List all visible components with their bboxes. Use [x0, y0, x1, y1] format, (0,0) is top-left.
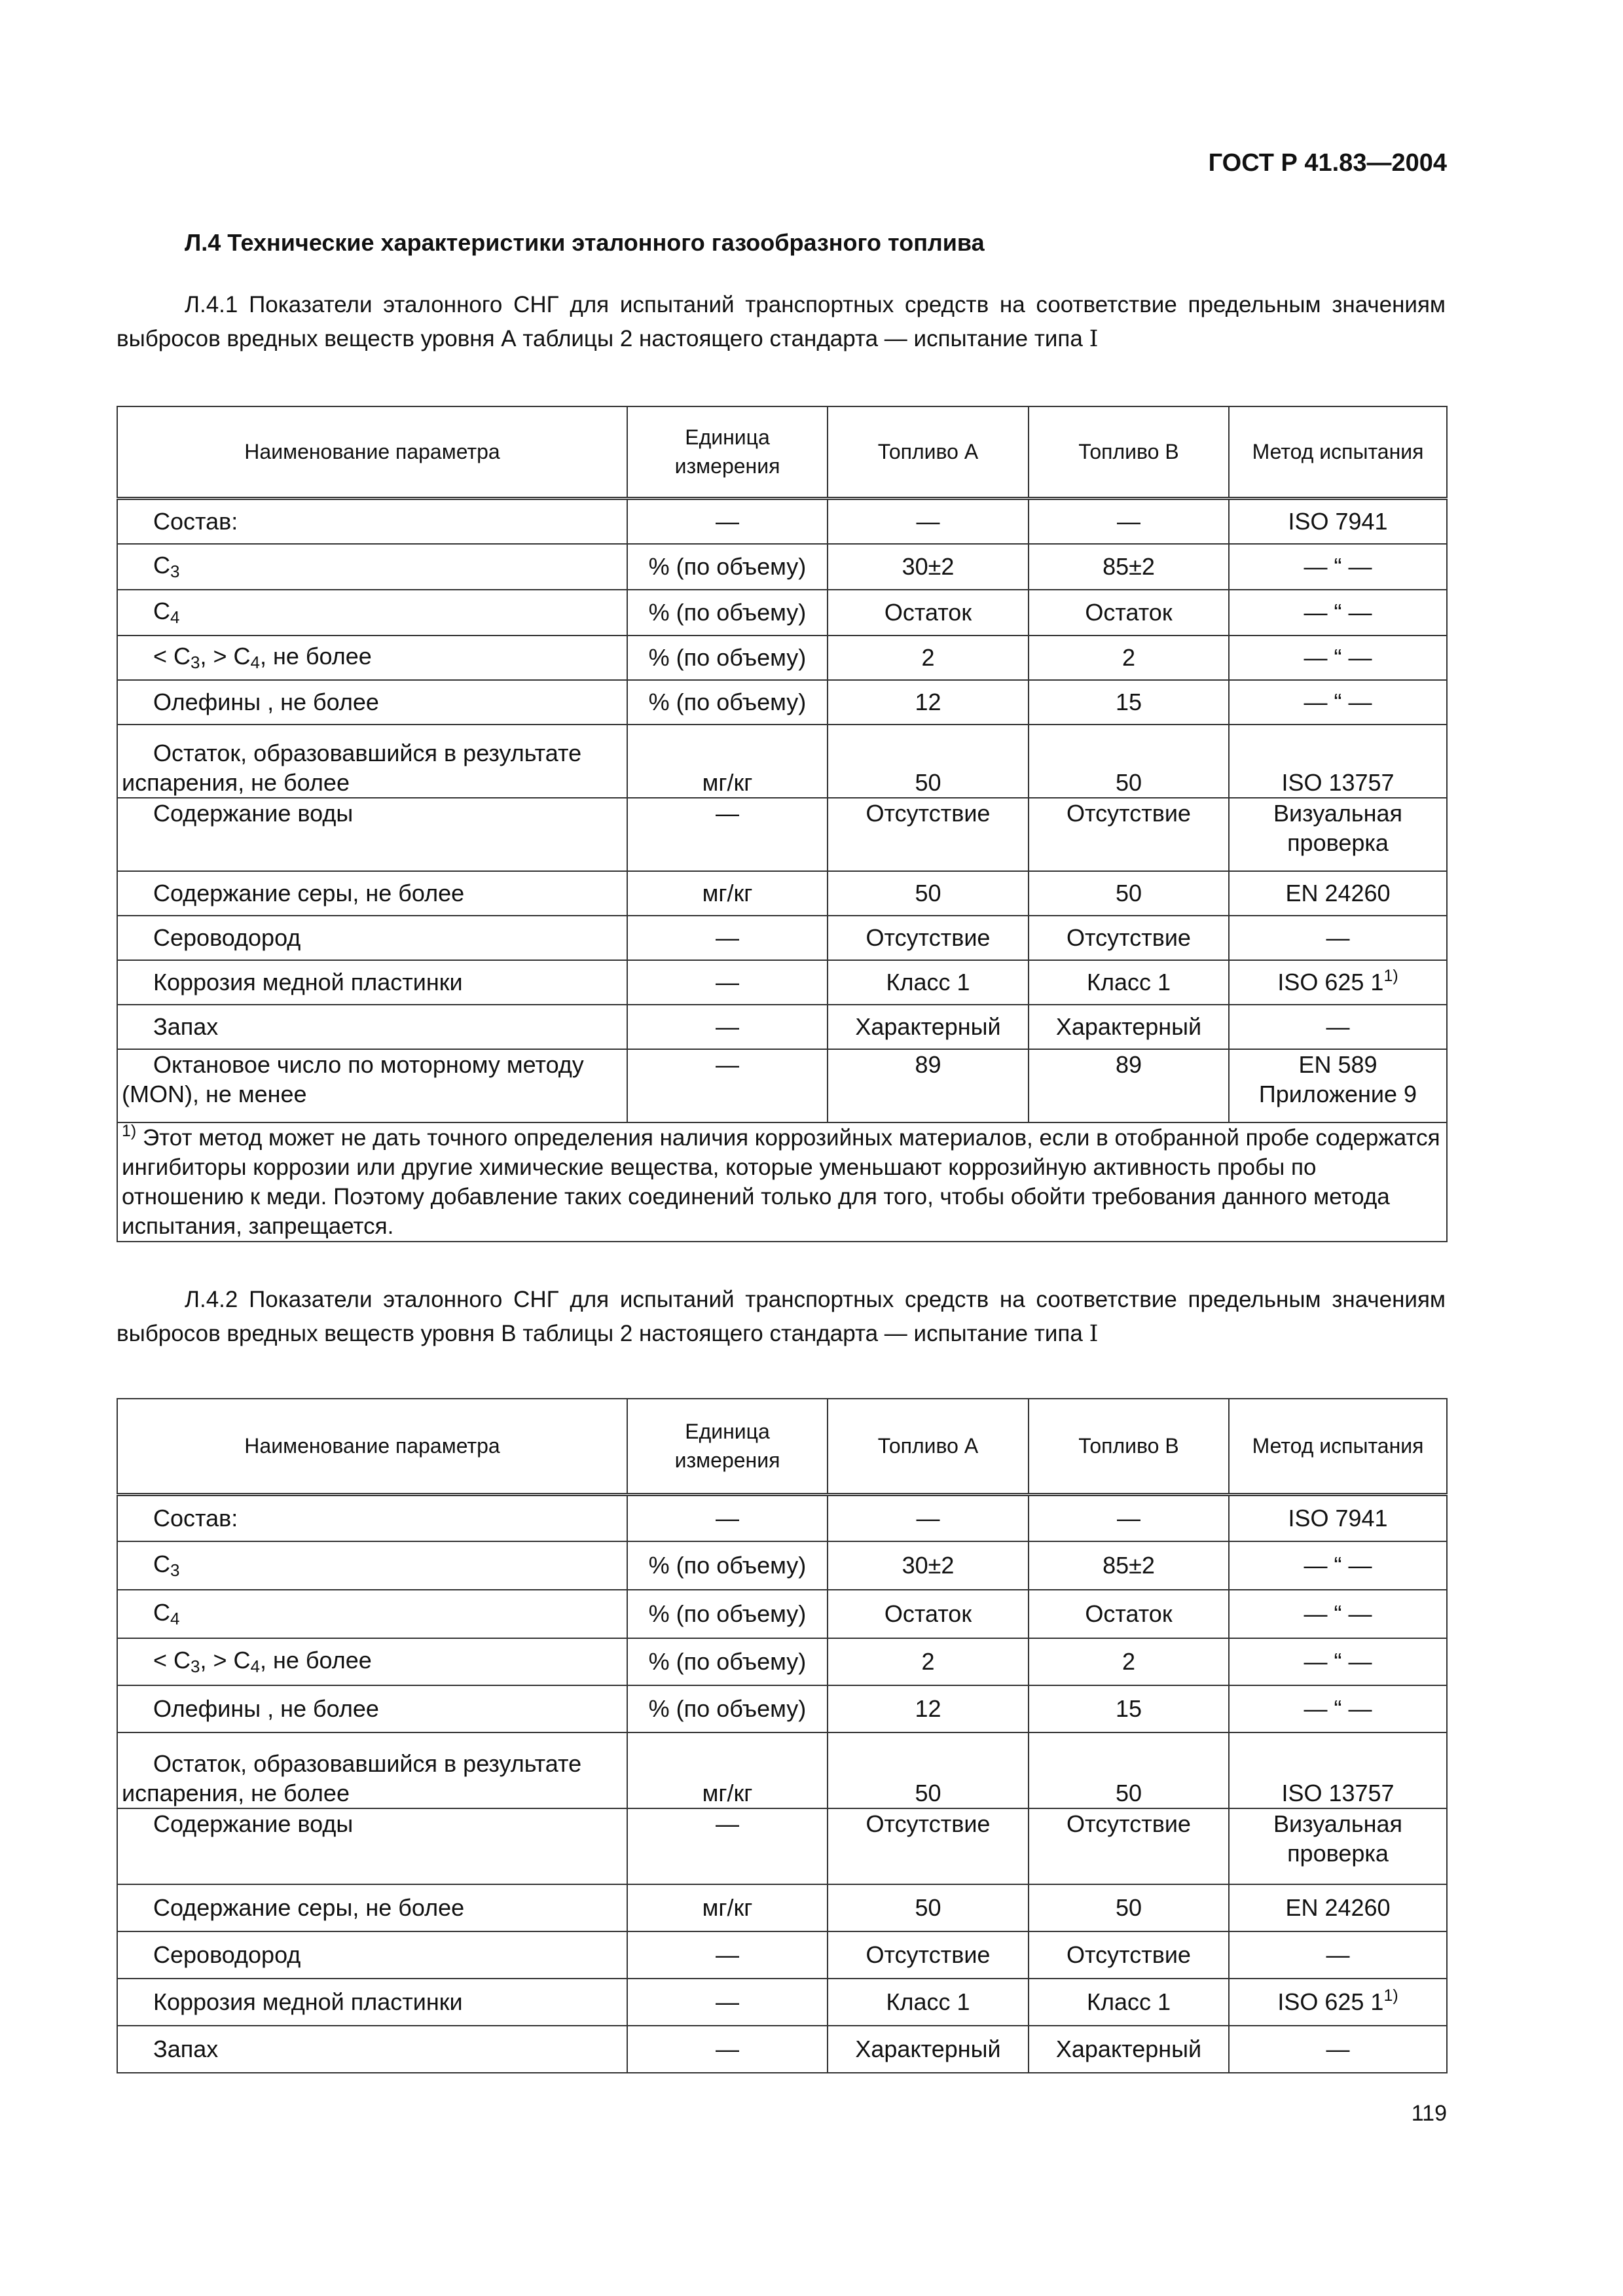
table-row — [117, 590, 1447, 636]
cell-method: Приложение 9 — [1258, 1080, 1417, 1107]
cell-fuel-a: Отсутствие — [828, 1931, 1029, 1979]
cell-method: ISO 7941 — [1229, 498, 1447, 544]
cell-param: испарения, не более — [122, 1780, 350, 1806]
paragraph-roman: I — [1089, 1321, 1099, 1347]
cell-fuel-b: Класс 1 — [1029, 960, 1229, 1005]
cell-fuel-a: Характерный — [828, 2026, 1029, 2073]
section-title: Л.4 Технические характеристики эталонного газообразного топлива — [185, 229, 985, 256]
header-fuel-a: Топливо А — [828, 406, 1029, 498]
footnote-mark: 1) — [122, 1121, 137, 1140]
subscript: 4 — [250, 652, 260, 672]
cell-fuel-b: 85±2 — [1029, 1541, 1229, 1590]
cell-fuel-b: Класс 1 — [1029, 1979, 1229, 2026]
cell-unit: — — [627, 960, 828, 1005]
table-row — [117, 725, 1447, 798]
cell-fuel-b: Отсутствие — [1029, 798, 1229, 871]
cell-unit: — — [627, 1979, 828, 2026]
cell-fuel-b: 2 — [1029, 1638, 1229, 1685]
cell-param: < C — [153, 1647, 191, 1674]
table-row — [117, 1590, 1447, 1638]
header-method: Метод испытания — [1229, 406, 1447, 498]
table-row — [117, 1005, 1447, 1049]
cell-fuel-a: Класс 1 — [828, 960, 1029, 1005]
cell-fuel-b: 15 — [1029, 1685, 1229, 1732]
cell-fuel-b: 2 — [1029, 636, 1229, 680]
cell-fuel-a: Характерный — [828, 1005, 1029, 1049]
cell-param: Сероводород — [153, 924, 301, 951]
cell-fuel-b: 50 — [1029, 725, 1229, 798]
subscript: 3 — [170, 1560, 180, 1580]
table-row — [117, 916, 1447, 960]
cell-method: ISO 13757 — [1229, 725, 1447, 798]
header-param: Наименование параметра — [117, 1399, 627, 1494]
cell-param: Сероводород — [153, 1941, 301, 1968]
cell-method: ISO 625 1 — [1277, 1988, 1384, 2015]
cell-param: C — [153, 597, 170, 624]
cell-param: , не более — [260, 642, 372, 670]
table-header-row — [117, 406, 1447, 498]
table-row — [117, 636, 1447, 680]
cell-fuel-b: — — [1029, 498, 1229, 544]
cell-fuel-a: 2 — [828, 636, 1029, 680]
cell-fuel-b: Отсутствие — [1029, 1931, 1229, 1979]
cell-method: — “ — — [1229, 636, 1447, 680]
standard-number: ГОСТ Р 41.83—2004 — [1208, 149, 1447, 177]
cell-fuel-b: 89 — [1029, 1049, 1229, 1122]
table-row — [117, 1685, 1447, 1732]
cell-unit: — — [627, 1005, 828, 1049]
cell-param: , > C — [200, 642, 251, 670]
cell-fuel-b: Остаток — [1029, 1590, 1229, 1638]
cell-fuel-a: Отсутствие — [828, 916, 1029, 960]
cell-unit: — — [627, 498, 828, 544]
table-row — [117, 1049, 1447, 1122]
cell-param: Олефины , не более — [153, 1695, 379, 1722]
cell-method: — — [1229, 1931, 1447, 1979]
cell-fuel-b: 15 — [1029, 680, 1229, 725]
subscript: 4 — [170, 607, 180, 627]
cell-unit: % (по объему) — [627, 1638, 828, 1685]
cell-method: — — [1229, 1005, 1447, 1049]
cell-param: Запах — [153, 2036, 219, 2062]
table-row — [117, 1638, 1447, 1685]
footnote-row — [117, 1122, 1447, 1242]
cell-fuel-b: 50 — [1029, 1884, 1229, 1931]
cell-unit: % (по объему) — [627, 1541, 828, 1590]
cell-unit: — — [627, 1931, 828, 1979]
cell-fuel-a: 50 — [828, 1884, 1029, 1931]
footnote-ref: 1) — [1383, 966, 1398, 985]
cell-fuel-a: 50 — [828, 871, 1029, 916]
table-row — [117, 1979, 1447, 2026]
cell-param: Коррозия медной пластинки — [153, 1988, 463, 2015]
cell-param: Содержание серы, не более — [153, 879, 465, 906]
header-fuel-a: Топливо А — [828, 1399, 1029, 1494]
cell-method: — “ — — [1229, 590, 1447, 636]
cell-method: EN 24260 — [1229, 871, 1447, 916]
cell-unit: — — [627, 1808, 828, 1884]
header-method: Метод испытания — [1229, 1399, 1447, 1494]
table-row — [117, 1732, 1447, 1808]
cell-method: ISO 7941 — [1229, 1494, 1447, 1541]
cell-unit: мг/кг — [627, 871, 828, 916]
cell-param: Октановое число по моторному методу — [153, 1050, 584, 1078]
cell-param: , не более — [260, 1647, 372, 1674]
cell-fuel-a: Остаток — [828, 590, 1029, 636]
table-row — [117, 2026, 1447, 2073]
header-unit: Единица измерения — [627, 1399, 828, 1494]
cell-method: — “ — — [1229, 544, 1447, 590]
table-row — [117, 871, 1447, 916]
subscript: 3 — [170, 561, 180, 581]
footnote-ref: 1) — [1383, 1986, 1398, 2005]
cell-fuel-a: 12 — [828, 1685, 1029, 1732]
cell-unit: % (по объему) — [627, 680, 828, 725]
table-row — [117, 1541, 1447, 1590]
cell-fuel-a: Класс 1 — [828, 1979, 1029, 2026]
cell-unit: мг/кг — [627, 1732, 828, 1808]
cell-param: Содержание серы, не более — [153, 1894, 465, 1921]
cell-fuel-b: 50 — [1029, 871, 1229, 916]
cell-unit: мг/кг — [627, 725, 828, 798]
cell-fuel-a: 50 — [828, 1732, 1029, 1808]
footnote-text: Этот метод может не дать точного определения наличия коррозийных материалов, если в отобранной пробе содержатся ингибиторы коррозии или другие химические вещества, которые уменьшают коррозийную активность пробы по отношению к меди. Поэтому добавление таких соединений только для того, чтобы обойти требования данного метода испытания, запрещается. — [122, 1124, 1440, 1239]
cell-method: — — [1229, 2026, 1447, 2073]
cell-param: Содержание воды — [153, 1810, 354, 1837]
page-number: 119 — [1411, 2101, 1447, 2126]
cell-param: Остаток, образовавшийся в результате — [153, 739, 582, 766]
cell-fuel-a: 2 — [828, 1638, 1029, 1685]
cell-fuel-b: — — [1029, 1494, 1229, 1541]
cell-method: Визуальная проверка — [1229, 1808, 1447, 1884]
cell-param: C — [153, 1599, 170, 1626]
cell-param: Олефины , не более — [153, 688, 379, 715]
cell-method: EN 24260 — [1229, 1884, 1447, 1931]
cell-fuel-a: — — [828, 498, 1029, 544]
cell-param: C — [153, 1551, 170, 1577]
cell-param: , > C — [200, 1647, 251, 1674]
cell-fuel-a: Отсутствие — [828, 798, 1029, 871]
header-fuel-b: Топливо В — [1029, 406, 1229, 498]
cell-method: — “ — — [1229, 1541, 1447, 1590]
table-row — [117, 1808, 1447, 1884]
cell-unit: мг/кг — [627, 1884, 828, 1931]
table-row — [117, 1494, 1447, 1541]
cell-param: Коррозия медной пластинки — [153, 968, 463, 996]
cell-fuel-a: Остаток — [828, 1590, 1029, 1638]
cell-unit: — — [627, 1494, 828, 1541]
cell-method: — “ — — [1229, 1638, 1447, 1685]
cell-fuel-a: — — [828, 1494, 1029, 1541]
cell-method: ISO 13757 — [1229, 1732, 1447, 1808]
cell-unit: — — [627, 798, 828, 871]
cell-param: Остаток, образовавшийся в результате — [153, 1750, 582, 1777]
cell-method: EN 589 — [1298, 1050, 1377, 1078]
cell-param: < C — [153, 642, 191, 670]
cell-method: — “ — — [1229, 1590, 1447, 1638]
cell-fuel-a: 30±2 — [828, 544, 1029, 590]
cell-fuel-b: Характерный — [1029, 2026, 1229, 2073]
cell-param: C — [153, 551, 170, 579]
cell-unit: % (по объему) — [627, 544, 828, 590]
header-fuel-b: Топливо В — [1029, 1399, 1229, 1494]
paragraph-l42 — [117, 1283, 1446, 1351]
cell-unit: — — [627, 1049, 828, 1122]
table-row — [117, 498, 1447, 544]
cell-param: (MON), не менее — [122, 1080, 307, 1107]
subscript: 3 — [191, 1657, 200, 1676]
table-row — [117, 798, 1447, 871]
table-row — [117, 1931, 1447, 1979]
cell-fuel-b: Отсутствие — [1029, 916, 1229, 960]
cell-fuel-b: 85±2 — [1029, 544, 1229, 590]
cell-method: — — [1229, 916, 1447, 960]
subscript: 4 — [250, 1657, 260, 1676]
cell-fuel-a: 89 — [828, 1049, 1029, 1122]
cell-unit: % (по объему) — [627, 1590, 828, 1638]
cell-unit: % (по объему) — [627, 636, 828, 680]
subscript: 3 — [191, 652, 200, 672]
subscript: 4 — [170, 1609, 180, 1628]
cell-fuel-a: 30±2 — [828, 1541, 1029, 1590]
table-row — [117, 960, 1447, 1005]
cell-fuel-a: 12 — [828, 680, 1029, 725]
cell-param: Запах — [153, 1013, 219, 1040]
cell-unit: % (по объему) — [627, 1685, 828, 1732]
header-unit: Единица измерения — [627, 406, 828, 498]
table-header-row — [117, 1399, 1447, 1494]
cell-method: ISO 625 1 — [1277, 968, 1384, 996]
fuel-table-level-b — [117, 1398, 1448, 2073]
cell-param: Содержание воды — [153, 799, 354, 827]
cell-param: Состав: — [153, 507, 238, 535]
paragraph-text: Л.4.2 Показатели эталонного СНГ для испытаний транспортных средств на соответствие предельным значениям выбросов вредных веществ уровня В таблицы 2 настоящего стандарта — испытание типа — [117, 1287, 1446, 1346]
cell-fuel-b: Отсутствие — [1029, 1808, 1229, 1884]
cell-method: — “ — — [1229, 1685, 1447, 1732]
cell-unit: — — [627, 2026, 828, 2073]
cell-fuel-b: Характерный — [1029, 1005, 1229, 1049]
table-row — [117, 544, 1447, 590]
cell-fuel-b: 50 — [1029, 1732, 1229, 1808]
table-row — [117, 1884, 1447, 1931]
cell-fuel-a: 50 — [828, 725, 1029, 798]
cell-param: испарения, не более — [122, 768, 350, 796]
cell-fuel-a: Отсутствие — [828, 1808, 1029, 1884]
paragraph-text: Л.4.1 Показатели эталонного СНГ для испытаний транспортных средств на соответствие предельным значениям выбросов вредных веществ уровня А таблицы 2 настоящего стандарта — испытание типа — [117, 292, 1446, 351]
cell-method: — “ — — [1229, 680, 1447, 725]
cell-unit: % (по объему) — [627, 590, 828, 636]
cell-unit: — — [627, 916, 828, 960]
paragraph-l41 — [117, 288, 1446, 356]
table-row — [117, 680, 1447, 725]
cell-method: Визуальная проверка — [1229, 798, 1447, 871]
header-param: Наименование параметра — [117, 406, 627, 498]
paragraph-roman: I — [1089, 326, 1099, 352]
cell-param: Состав: — [153, 1504, 238, 1532]
fuel-table-level-a — [117, 406, 1448, 1242]
cell-fuel-b: Остаток — [1029, 590, 1229, 636]
